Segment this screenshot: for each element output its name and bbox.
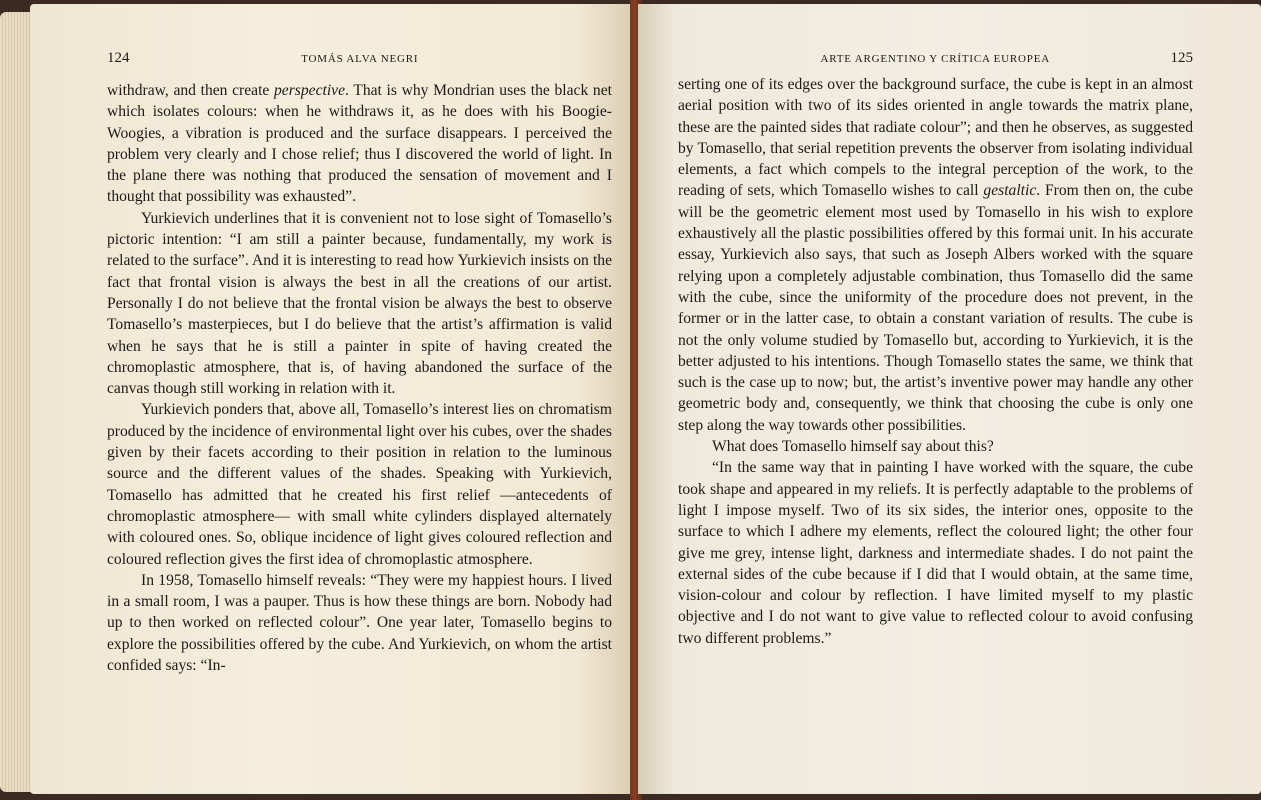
running-head: ARTE ARGENTINO Y CRÍTICA EUROPEA bbox=[820, 53, 1050, 65]
right-page-header bbox=[678, 50, 1193, 67]
page-edges bbox=[0, 12, 34, 792]
paragraph bbox=[678, 457, 1193, 649]
paragraph bbox=[107, 208, 612, 400]
right-page-body bbox=[678, 74, 1193, 649]
paragraph-text: withdraw, and then create bbox=[107, 82, 274, 99]
paragraph-text: . That is why Mondrian uses the black net which isolates colours: when he withdraws it, as he does with his Boogie-Woogies, a vibration is produced and the surface disappears. I perceived the problem very clearly and I chose relief; thus I discovered the world of light. In the plane there was nothing that produced the sensation of movement and I thought that possibility was exhausted”. bbox=[107, 82, 612, 206]
paragraph-text: “In the same way that in painting I have worked with the square, the cube took shape and appeared in my reliefs. It is perfectly adaptable to the problems of light I impose myself. Two of its six sides, the interior ones, opposite to the surface to which I adhere my elements, reflect the coloured light; the other four give me grey, intense light, darkness and intermediate shades. I do not paint the external sides of the cube because if I did that I would obtain, at the same time, vision-colour and colour by reflection. I have limited myself to my plastic objective and I do not want to give value to reflected colour to avoid confusing two different problems.” bbox=[678, 459, 1193, 647]
italic-text: gestaltic bbox=[983, 182, 1037, 200]
italic-text: perspective bbox=[274, 82, 346, 99]
paragraph-text: Yurkievich ponders that, above all, Tomasello’s interest lies on chromatism produced by the incidence of environmental light over his cubes, over the shades given by their facets according to their position in relation to the luminous source and the different values of the shades. Speaking with Yurkievich, Tomasello has admitted that he created his first relief —antecedents of chromoplastic atmosphere— with small white cylinders displayed alternately with coloured ones. So, oblique incidence of light gives coloured reflection and coloured reflection gives the first idea of chromoplastic atmosphere. bbox=[107, 401, 612, 568]
left-page-header bbox=[107, 50, 612, 67]
right-page bbox=[638, 4, 1261, 794]
left-page bbox=[30, 4, 636, 794]
paragraph-text: serting one of its edges over the background surface, the cube is kept in an almost aerial position with two of its sides oriented in angle towards the matrix plane, these are the painted sides that radiate colour”; and then he observes, as suggested by Tomasello, that serial repetition prevents the observer from isolating individual elements, a fact which compels to the integral perception of the work, to the reading of sets, which Tomasello wishes to call bbox=[678, 76, 1193, 200]
left-page-body bbox=[107, 80, 612, 676]
page-number: 125 bbox=[1170, 50, 1193, 66]
paragraph-text: . From then on, the cube will be the geometric element most used by Tomasello in his wish to explore exhaustively all the plastic possibilities offered by this formai unit. In his accurate essay, Yurkievich also says, that such as Joseph Albers worked with the square relying upon a completely adjustable combination, thus Tomasello did the same with the cube, since the uniformity of the procedure does not prevent, in the former or in the latter case, to obtain a constant variation of results. The cube is not the only volume studied by Tomasello but, according to Yurkievich, it is the better adjusted to his intentions. Though Tomasello states the same, we think that such is the case up to now; but, the artist’s inventive power may handle any other geometric body and, consequently, we think that choosing the cube is only one step along the way towards other possibilities. bbox=[678, 182, 1193, 434]
paragraph-text: In 1958, Tomasello himself reveals: “They were my happiest hours. I lived in a small room, I was a pauper. Thus is how these things are born. Nobody had up to then worked on reflected colour”. One year later, Tomasello begins to explore the possibilities offered by the cube. And Yurkievich, on whom the artist confided says: “In- bbox=[107, 571, 612, 675]
paragraph-text: What does Tomasello himself say about this? bbox=[712, 438, 994, 456]
paragraph bbox=[107, 80, 612, 208]
paragraph bbox=[107, 570, 612, 676]
paragraph bbox=[107, 399, 612, 569]
running-head: TOMÁS ALVA NEGRI bbox=[301, 53, 419, 65]
paragraph-text: Yurkievich underlines that it is convenient not to lose sight of Tomasello’s pictoric intention: “I am still a painter because, fundamentally, my work is related to the surface”. And it is interesting to read how Yurkievich insists on the fact that frontal vision is always the best in all the creations of our artist. Personally I do not believe that the frontal vision be always the best to observe Tomasello’s masterpieces, but I do believe that the artist’s affirmation is valid when he says that he is still a painter in spite of having created the chromoplastic atmosphere, that is, of having abandoned the surface of the canvas though still working in relation with it. bbox=[107, 209, 612, 398]
paragraph bbox=[678, 436, 1193, 457]
page-number: 124 bbox=[107, 50, 130, 66]
paragraph bbox=[678, 74, 1193, 436]
